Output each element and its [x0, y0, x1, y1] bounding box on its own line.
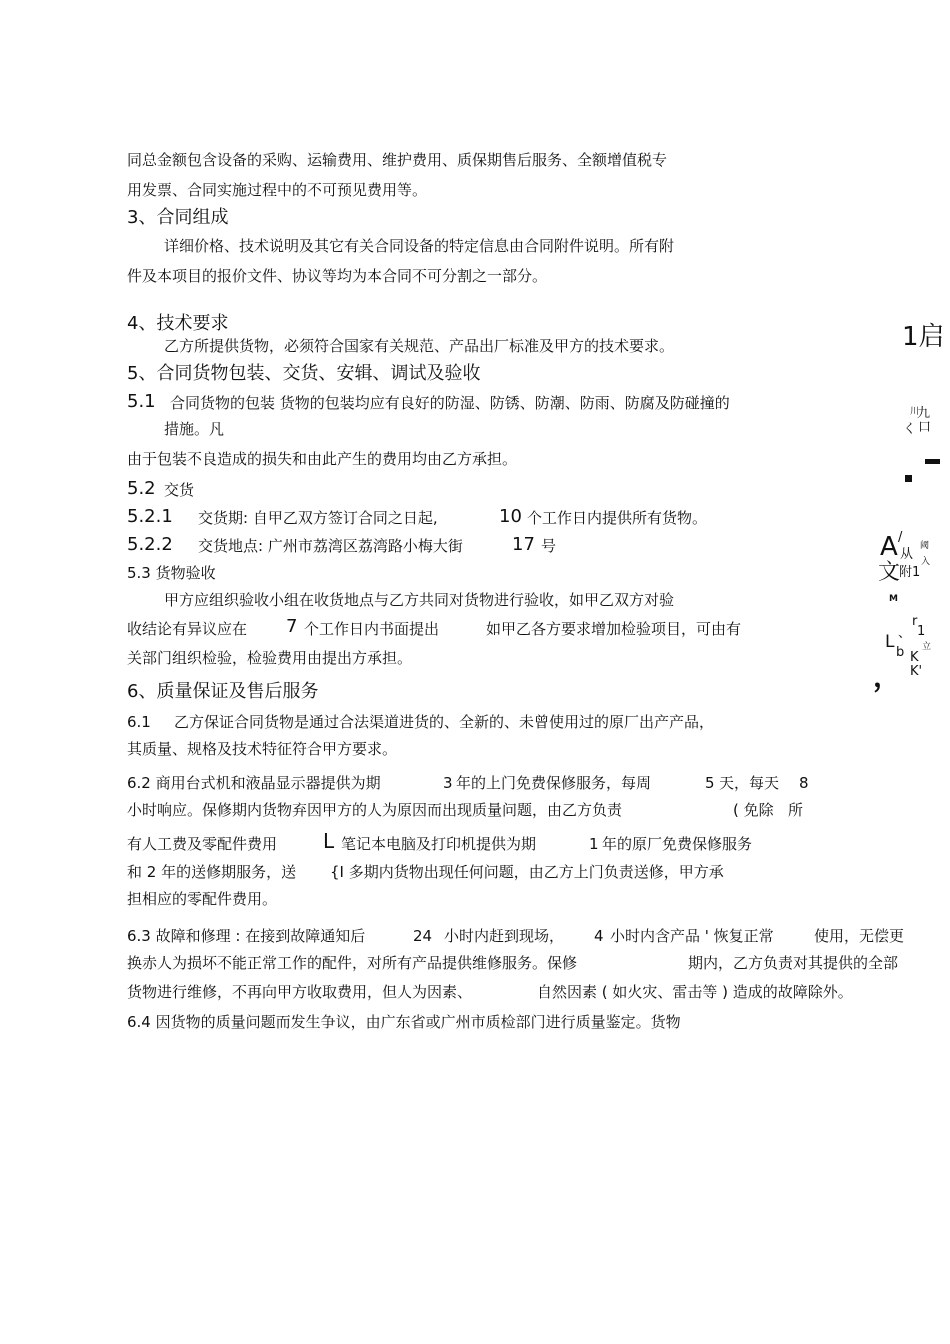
section-heading: 4、技术要求: [127, 313, 229, 334]
text-line: 5.3 货物验收: [127, 564, 216, 582]
text-line: 措施。凡: [164, 420, 225, 438]
clause-number: 5.2.1: [127, 506, 173, 527]
margin-glyph: 立: [922, 642, 932, 652]
margin-glyph: L: [885, 632, 895, 652]
text-line: 同总金额包含设备的采购、运输费用、维护费用、质保期售后服务、全额增值税专: [127, 151, 668, 169]
text-line: 货物进行维修，不再向甲方收取费用，但人为因素、: [127, 983, 473, 1001]
text-line: 由于包装不良造成的损失和由此产生的费用均由乙方承担。: [127, 450, 518, 468]
text-line: 6.3 故障和修理 : 在接到故障通知后: [127, 927, 366, 945]
text-line: 和 2 年的送修期服务，送: [127, 863, 297, 881]
section-heading: 6、质量保证及售后服务: [127, 681, 319, 702]
text-line: 关部门组织检验，检验费用由提出方承担。: [127, 649, 413, 667]
text-line: {I 多期内货物出现任何问题，由乙方上门负责送修，甲方承: [330, 863, 724, 881]
margin-glyph: 1启: [902, 322, 945, 352]
section-heading: 3、合同组成: [127, 207, 229, 228]
text-line: 期内，乙方负责对其提供的全部: [688, 954, 899, 972]
margin-glyph: 口: [918, 420, 932, 435]
number-value: 1: [589, 835, 599, 853]
text-line: 有人工费及零配件费用: [127, 835, 278, 853]
text-line: 交货: [164, 481, 195, 499]
clause-number: 5.2.2: [127, 534, 173, 555]
text-line: 6.2 商用台式机和液晶显示器提供为期: [127, 774, 381, 792]
text-glyph: L: [323, 829, 335, 853]
margin-glyph: く: [903, 422, 917, 437]
margin-glyph: /: [898, 530, 903, 545]
clause-number: 6.1: [127, 713, 151, 731]
text-line: 件及本项目的报价文件、协议等均为本合同不可分割之一部分。: [127, 267, 548, 285]
margin-mark: [925, 459, 940, 464]
margin-glyph: r: [912, 614, 918, 629]
text-line: 担相应的零配件费用。: [127, 890, 278, 908]
text-line: 年的上门免费保修服务，每周: [456, 774, 652, 792]
number-value: 24: [413, 927, 433, 945]
text-line: 换赤人为损坏不能正常工作的配件，对所有产品提供维修服务。保修: [127, 954, 578, 972]
margin-glyph: 文: [878, 560, 901, 585]
clause-number: 5.1: [127, 391, 156, 412]
number-value: 5: [705, 774, 715, 792]
number-value: 10: [499, 506, 522, 527]
text-line: 年的原厂免费保修服务: [602, 835, 753, 853]
margin-glyph: 1: [917, 624, 926, 639]
margin-glyph: 九: [917, 406, 931, 421]
text-line: 小时响应。保修期内货物弃因甲方的人为原因而出现质量问题，由乙方负责: [127, 801, 623, 819]
number-value: 3: [443, 774, 453, 792]
text-line: 天，每天: [719, 774, 780, 792]
text-line: 6.4 因货物的质量问题而发生争议，由广东省或广州市质检部门进行质量鉴定。货物: [127, 1013, 681, 1031]
number-value: 17: [512, 534, 535, 555]
text-line: 收结论有异议应在: [127, 620, 248, 638]
margin-glyph: A: [880, 532, 898, 562]
text-line: 使用，无偿更: [814, 927, 905, 945]
margin-glyph: 、: [898, 626, 912, 641]
text-line: 小时内含产品 ' 恢复正常: [610, 927, 774, 945]
margin-glyph: 川: [910, 407, 920, 417]
margin-glyph: 从: [900, 547, 914, 562]
margin-glyph: ，: [873, 660, 902, 693]
text-line: 号: [541, 537, 557, 555]
number-value: 7: [286, 616, 298, 637]
text-line: 其质量、规格及技术特征符合甲方要求。: [127, 740, 398, 758]
text-line: 个工作日内书面提出: [304, 620, 440, 638]
text-line: 所: [788, 801, 804, 819]
margin-glyph: M: [889, 594, 898, 604]
text-line: 甲方应组织验收小组在收货地点与乙方共同对货物进行验收，如甲乙双方对验: [164, 591, 675, 609]
text-line: 交货地点: 广州市荔湾区荔湾路小梅大街: [198, 537, 463, 555]
text-line: 用发票、合同实施过程中的不可预见费用等。: [127, 181, 428, 199]
margin-glyph: 附1: [899, 565, 921, 580]
text-line: 合同货物的包装 货物的包装均应有良好的防湿、防锈、防潮、防雨、防腐及防碰撞的: [170, 394, 730, 412]
clause-number: 5.2: [127, 478, 156, 499]
text-line: 乙方所提供货物，必须符合国家有关规范、产品出厂标准及甲方的技术要求。: [164, 337, 675, 355]
margin-glyph: K: [910, 650, 919, 665]
margin-glyph: K': [910, 664, 923, 679]
text-line: ( 免除: [733, 801, 774, 819]
text-line: 个工作日内提供所有货物。: [527, 509, 708, 527]
margin-glyph: b: [896, 645, 905, 660]
text-line: 自然因素 ( 如火灾、雷击等 ) 造成的故障除外。: [537, 983, 853, 1001]
text-line: 交货期: 自甲乙双方签订合同之日起,: [198, 509, 438, 527]
text-line: 详细价格、技术说明及其它有关合同设备的特定信息由合同附件说明。所有附: [164, 237, 675, 255]
number-value: 8: [799, 774, 809, 792]
margin-glyph: 入: [921, 557, 931, 567]
text-line: 小时内赶到现场，: [444, 927, 565, 945]
text-line: 乙方保证合同货物是通过合法渠道进货的、全新的、未曾使用过的原厂出产产品，: [174, 713, 715, 731]
text-line: 笔记本电脑及打印机提供为期: [341, 835, 537, 853]
margin-glyph: 阈: [920, 541, 930, 551]
section-heading: 5、合同货物包装、交货、安辑、调试及验收: [127, 363, 481, 384]
number-value: 4: [594, 927, 604, 945]
text-line: 如甲乙各方要求增加检验项目，可由有: [486, 620, 742, 638]
margin-mark: [905, 475, 912, 482]
